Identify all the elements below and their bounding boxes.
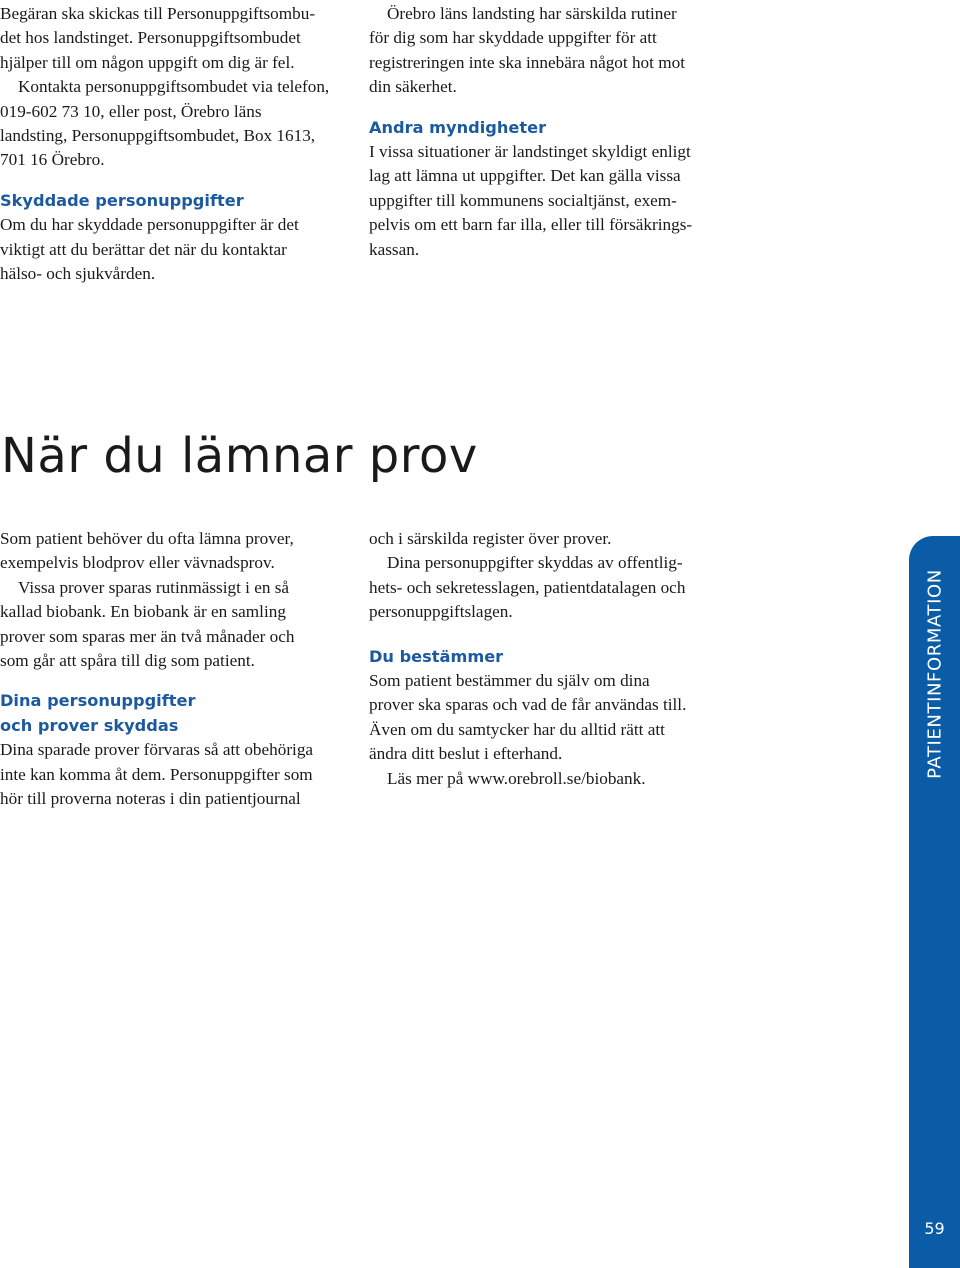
side-tab-label: PATIENTINFORMATION — [924, 569, 946, 779]
paragraph: Som patient bestämmer du själv om dina prover ska sparas och vad de får användas till. Även om du samtycker har du alltid rätt att ändra ditt beslut i efterhand. — [369, 671, 687, 764]
paragraph: Om du har skyddade personuppgifter är det viktigt att du berättar det när du kontaktar hälso- och sjukvården. — [0, 215, 299, 284]
section-heading-you-decide: Du bestämmer — [369, 646, 504, 666]
paragraph: Läs mer på www.orebroll.se/biobank. — [387, 768, 646, 788]
paragraph: Vissa prover sparas rutinmässigt i en så kallad biobank. En biobank är en samling prover som sparas mer än två månader och som går att spåra till dig som patient. — [0, 577, 295, 671]
page-number: 59 — [924, 1219, 945, 1238]
paragraph: Som patient behöver du ofta lämna prover, exempelvis blodprov eller vävnadsprov. — [0, 529, 294, 573]
column-1 — [0, 2, 340, 286]
paragraph: Örebro läns landsting har särskilda rutiner för dig som har skyddade uppgifter för att registreringen inte ska innebära något hot mot din säkerhet. — [369, 4, 685, 97]
paragraph: Kontakta personuppgiftsombudet via telefon, 019-602 73 10, eller post, Örebro läns landsting, Personuppgiftsombudet, Box 1613, 701 16 Örebro. — [0, 77, 330, 170]
paragraph: Dina personuppgifter skyddas av offentlig- hets- och sekretesslagen, patientdatalagen och personuppgiftslagen. — [369, 553, 686, 622]
paragraph: och i särskilda register över prover. — [369, 529, 612, 548]
column-4 — [369, 527, 714, 791]
section-heading-other-authorities: Andra myndigheter — [369, 117, 547, 137]
column-2 — [369, 2, 719, 262]
page-heading: När du lämnar prov — [1, 428, 478, 484]
paragraph: Dina sparade prover förvaras så att obehöriga inte kan komma åt dem. Personuppgifter som hör till proverna noteras i din patientjournal — [0, 740, 314, 809]
section-heading-data-protected: Dina personuppgifter och prover skyddas — [0, 691, 196, 735]
column-3 — [0, 527, 345, 811]
section-heading-protected-data: Skyddade personuppgifter — [0, 190, 244, 210]
paragraph: Begäran ska skickas till Personuppgiftsombu- det hos landstinget. Personuppgiftsombudet hjälper till om någon uppgift om dig är fel. — [0, 4, 316, 72]
paragraph: I vissa situationer är landstinget skyldigt enligt lag att lämna ut uppgifter. Det kan gälla vissa uppgifter till kommunens socialtjänst, exem- pelvis om ett barn far illa, eller till försäkrings- kassan. — [369, 142, 693, 259]
